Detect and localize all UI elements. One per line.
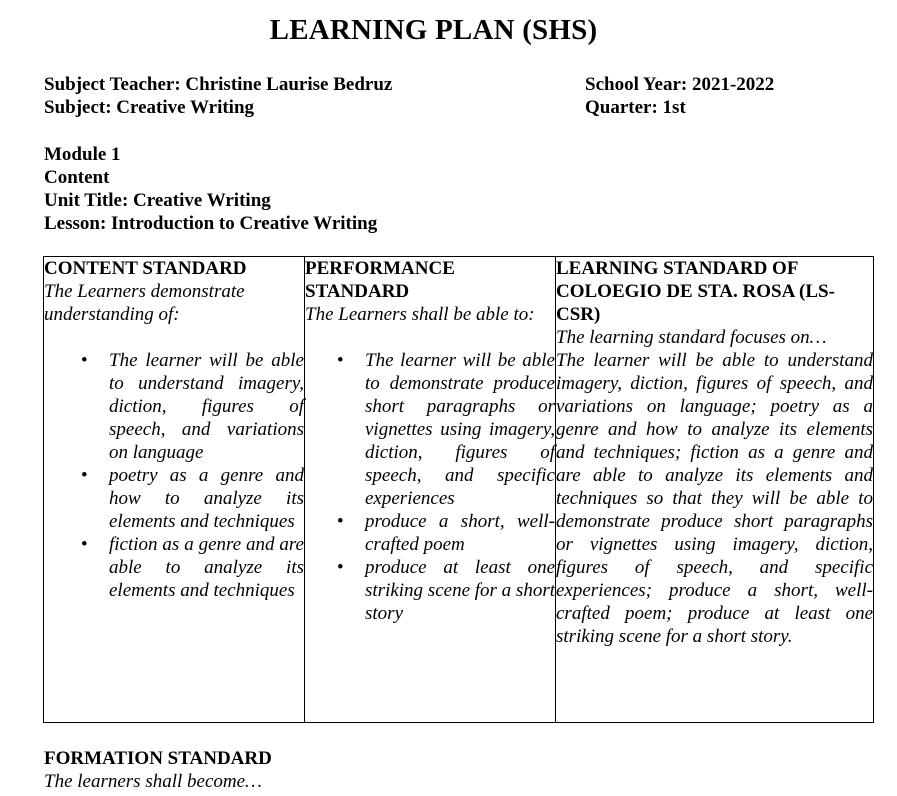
module-content: Content: [44, 167, 110, 188]
list-item: • The learner will be able to demonstrate produce short paragraphs or vignettes using imagery, diction, figures of speech, and specific experiences: [365, 349, 555, 510]
content-standard-list: [109, 349, 304, 602]
content-standard-cell: [44, 257, 305, 723]
list-item: • produce a short, well- crafted poem: [365, 510, 555, 556]
unit-title: Unit Title: Creative Writing: [44, 190, 271, 211]
subject: Subject: Creative Writing: [44, 97, 255, 118]
list-item: • The learner will be able to understand imagery, diction, figures of speech, and variations on language: [109, 349, 304, 464]
content-standard-intro: The Learners demonstrate understanding of:: [44, 281, 245, 325]
module-info: [44, 143, 377, 235]
learning-standard-intro: The learning standard focuses on…: [556, 327, 827, 348]
content-standard-heading: CONTENT STANDARD: [44, 258, 247, 279]
formation-standard-intro: The learners shall become…: [44, 771, 262, 792]
list-item: • produce at least one striking scene for a short story: [365, 556, 555, 625]
learning-standard-heading: LEARNING STANDARD OF COLOEGIO DE STA. ROSA (LS-CSR): [556, 258, 835, 325]
formation-standard-heading: FORMATION STANDARD: [44, 748, 272, 769]
header-right: [585, 73, 774, 119]
quarter: Quarter: 1st: [585, 97, 686, 118]
page-title: LEARNING PLAN (SHS): [269, 14, 598, 46]
learning-standard-body: The learner will be able to understand imagery, diction, figures of speech, and variations on language; poetry as a genre and how to analyze its elements and techniques; fiction as a genre and are able to analyze its elements and techniques so that they will be able to demonstrate produce short paragraphs or vignettes using imagery, diction, figures of speech, and specific experiences; produce a short, well- crafted poem; produce at least one striking scene for a short story.: [556, 350, 873, 647]
formation-standard: [44, 747, 272, 793]
subject-teacher: Subject Teacher: Christine Laurise Bedruz: [44, 74, 393, 95]
performance-standard-list: [365, 349, 555, 625]
performance-standard-intro: The Learners shall be able to:: [305, 304, 535, 325]
header-left: [44, 73, 392, 119]
school-year: School Year: 2021-2022: [585, 74, 775, 95]
performance-standard-cell: [305, 257, 556, 723]
module-number: Module 1: [44, 144, 121, 165]
performance-standard-heading: PERFORMANCE STANDARD: [305, 258, 455, 302]
standards-table: [43, 256, 874, 723]
list-item: • poetry as a genre and how to analyze its elements and techniques: [109, 464, 304, 533]
learning-standard-cell: [556, 257, 874, 723]
lesson-title: Lesson: Introduction to Creative Writing: [44, 213, 378, 234]
list-item: • fiction as a genre and are able to analyze its elements and techniques: [109, 533, 304, 602]
